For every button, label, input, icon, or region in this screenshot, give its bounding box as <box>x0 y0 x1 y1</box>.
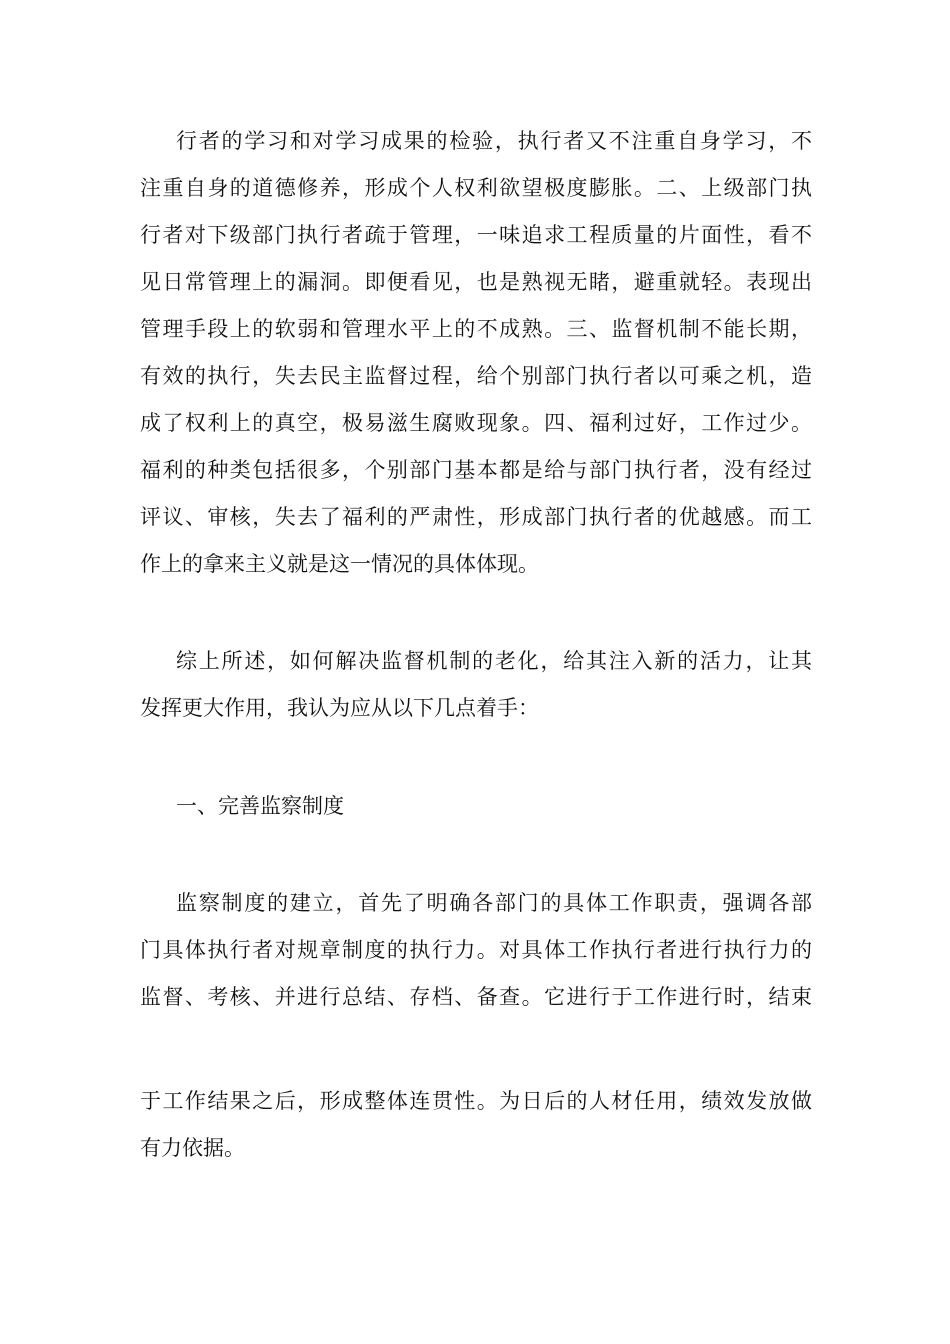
paragraph-line: 福利的种类包括很多，个别部门基本都是给与部门执行者，没有经过 <box>140 458 812 482</box>
paragraph-line: 监察制度的建立，首先了明确各部门的具体工作职责，强调各部 <box>176 891 812 915</box>
paragraph-line: 发挥更大作用，我认为应从以下几点着手： <box>140 696 539 720</box>
paragraph-line: 综上所述，如何解决监督机制的老化，给其注入新的活力，让其 <box>176 649 812 673</box>
paragraph-line: 管理手段上的软弱和管理水平上的不成熟。三、监督机制不能长期， <box>140 317 812 341</box>
paragraph-line: 评议、审核，失去了福利的严肃性，形成部门执行者的优越感。而工 <box>140 505 812 529</box>
paragraph-line: 行者的学习和对学习成果的检验，执行者又不注重自身学习，不 <box>176 129 812 153</box>
paragraph-line: 作上的拿来主义就是这一情况的具体体现。 <box>140 552 539 576</box>
paragraph-line: 门具体执行者对规章制度的执行力。对具体工作执行者进行执行力的 <box>140 938 812 962</box>
paragraph-line: 注重自身的道德修养，形成个人权利欲望极度膨胀。二、上级部门执 <box>140 176 812 200</box>
paragraph-line: 见日常管理上的漏洞。即便看见，也是熟视无睹，避重就轻。表现出 <box>140 270 812 294</box>
paragraph-line: 有力依据。 <box>140 1136 245 1160</box>
paragraph-line: 有效的执行，失去民主监督过程，给个别部门执行者以可乘之机，造 <box>140 364 812 388</box>
paragraph-line: 行者对下级部门执行者疏于管理，一味追求工程质量的片面性，看不 <box>140 223 812 247</box>
paragraph-line: 成了权利上的真空，极易滋生腐败现象。四、福利过好，工作过少。 <box>140 411 812 435</box>
paragraph-line: 于工作结果之后，形成整体连贯性。为日后的人材任用，绩效发放做 <box>140 1089 812 1113</box>
section-heading: 一、完善监察制度 <box>176 794 344 818</box>
paragraph-line: 监督、考核、并进行总结、存档、备查。它进行于工作进行时，结束 <box>140 985 812 1009</box>
